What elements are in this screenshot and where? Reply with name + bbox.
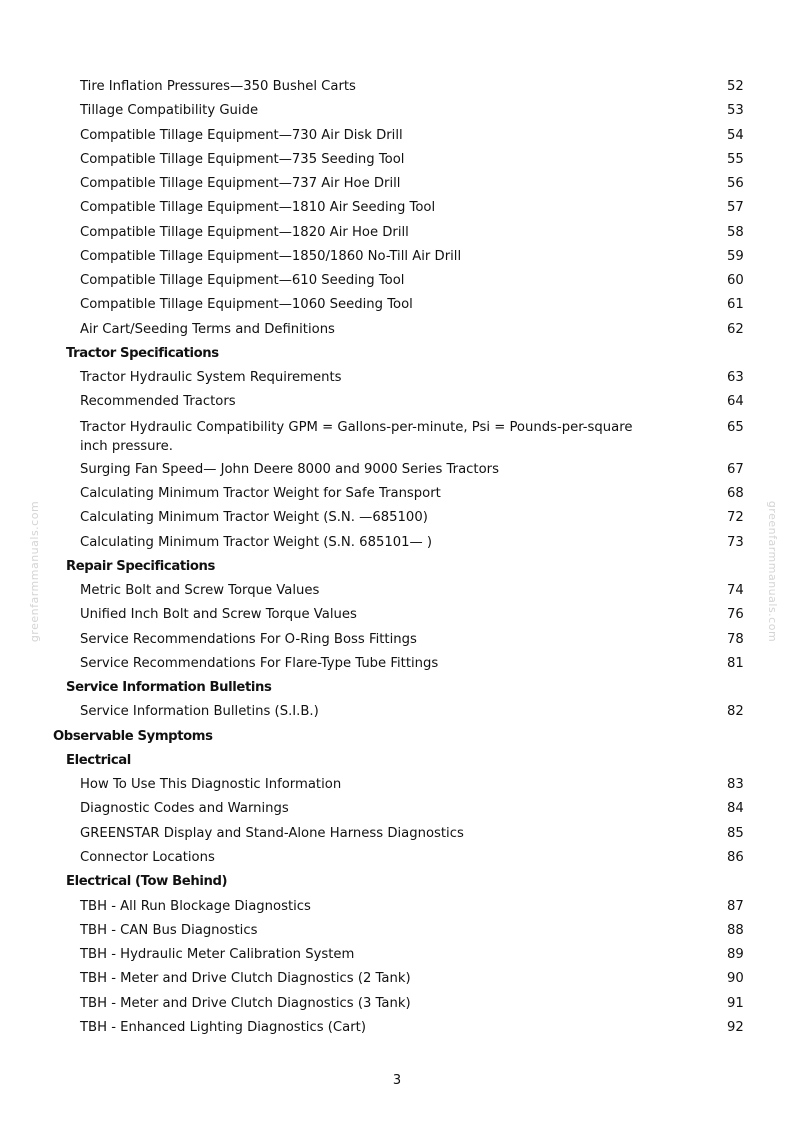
toc-entry[interactable] <box>0 628 794 652</box>
toc-section-heading[interactable] <box>0 342 794 366</box>
toc-entry-page: 55 <box>727 151 744 167</box>
toc-entry[interactable] <box>0 943 794 967</box>
toc-entry-title: Compatible Tillage Equipment—737 Air Hoe Drill <box>80 176 401 192</box>
toc-entry-page: 68 <box>727 485 744 501</box>
toc-section-heading[interactable] <box>0 870 794 894</box>
toc-entry-title: Calculating Minimum Tractor Weight (S.N. —685100) <box>80 510 428 526</box>
toc-entry[interactable] <box>0 482 794 506</box>
toc-entry-title: Surging Fan Speed— John Deere 8000 and 9000 Series Tractors <box>80 461 499 477</box>
toc-entry-page: 56 <box>727 176 744 192</box>
toc-entry[interactable] <box>0 846 794 870</box>
toc-entry-title: Service Recommendations For Flare-Type Tube Fittings <box>80 655 439 671</box>
toc-entry-page: 62 <box>727 321 744 337</box>
table-of-contents <box>0 75 794 1040</box>
toc-entry-page: 65 <box>727 419 744 435</box>
watermark-right: greenfarmmanuals.com <box>766 500 780 643</box>
toc-entry-title: Compatible Tillage Equipment—735 Seeding Tool <box>80 151 405 167</box>
toc-entry-page: 82 <box>727 704 744 720</box>
toc-entry[interactable] <box>0 293 794 317</box>
toc-entry[interactable] <box>0 366 794 390</box>
toc-entry-page: 54 <box>727 127 744 143</box>
toc-entry[interactable] <box>0 172 794 196</box>
toc-entry[interactable] <box>0 1016 794 1040</box>
toc-entry[interactable] <box>0 773 794 797</box>
toc-entry[interactable] <box>0 603 794 627</box>
toc-entry-page: 67 <box>727 461 744 477</box>
toc-entry[interactable] <box>0 415 794 458</box>
toc-entry-title: Tractor Specifications <box>66 345 219 361</box>
toc-entry-page: 74 <box>727 583 744 599</box>
toc-entry-title: Calculating Minimum Tractor Weight for Safe Transport <box>80 485 441 501</box>
toc-entry-title: TBH - Enhanced Lighting Diagnostics (Cart) <box>80 1019 366 1035</box>
toc-entry[interactable] <box>0 579 794 603</box>
page-number: 3 <box>392 1073 402 1088</box>
toc-entry[interactable] <box>0 895 794 919</box>
toc-entry[interactable] <box>0 148 794 172</box>
toc-entry-page: 91 <box>727 995 744 1011</box>
toc-entry-title: Recommended Tractors <box>80 394 236 410</box>
toc-entry[interactable] <box>0 797 794 821</box>
toc-entry-page: 72 <box>727 510 744 526</box>
toc-entry-page: 63 <box>727 370 744 386</box>
toc-section-heading[interactable] <box>0 725 794 749</box>
toc-entry[interactable] <box>0 318 794 342</box>
toc-entry-title: Diagnostic Codes and Warnings <box>80 801 289 817</box>
toc-entry-title: Electrical (Tow Behind) <box>66 874 228 890</box>
toc-entry-page: 57 <box>727 200 744 216</box>
toc-entry-title: Service Information Bulletins <box>66 680 272 696</box>
toc-entry[interactable] <box>0 506 794 530</box>
toc-entry-title: Repair Specifications <box>66 558 215 574</box>
watermark-left: greenfarmmanuals.com <box>28 500 42 643</box>
toc-entry-title: Compatible Tillage Equipment—610 Seeding Tool <box>80 273 405 289</box>
toc-entry-title: GREENSTAR Display and Stand-Alone Harness Diagnostics <box>80 825 464 841</box>
toc-entry-title: Compatible Tillage Equipment—1060 Seeding Tool <box>80 297 413 313</box>
toc-entry-page: 85 <box>727 825 744 841</box>
toc-entry-page: 92 <box>727 1019 744 1035</box>
toc-entry-page: 87 <box>727 898 744 914</box>
toc-entry-page: 53 <box>727 103 744 119</box>
toc-entry[interactable] <box>0 245 794 269</box>
toc-entry-title: Tillage Compatibility Guide <box>80 103 259 119</box>
toc-entry[interactable] <box>0 652 794 676</box>
toc-entry-title: Tire Inflation Pressures—350 Bushel Carts <box>80 79 356 94</box>
toc-entry-title: Metric Bolt and Screw Torque Values <box>80 583 320 599</box>
toc-entry[interactable] <box>0 390 794 414</box>
toc-section-heading[interactable] <box>0 676 794 700</box>
toc-entry-title: Observable Symptoms <box>53 728 213 744</box>
toc-entry[interactable] <box>0 700 794 724</box>
toc-entry-title: TBH - Meter and Drive Clutch Diagnostics (3 Tank) <box>80 995 411 1011</box>
toc-entry-page: 78 <box>727 631 744 647</box>
toc-section-heading[interactable] <box>0 555 794 579</box>
toc-entry-title: TBH - Meter and Drive Clutch Diagnostics (2 Tank) <box>80 971 411 987</box>
toc-entry-title: Compatible Tillage Equipment—1850/1860 No-Till Air Drill <box>80 248 462 264</box>
toc-entry-title: Air Cart/Seeding Terms and Definitions <box>80 321 335 337</box>
toc-entry-page: 52 <box>727 79 744 94</box>
toc-entry[interactable] <box>0 992 794 1016</box>
toc-entry-title: Compatible Tillage Equipment—1810 Air Seeding Tool <box>80 200 436 216</box>
toc-entry-page: 81 <box>727 655 744 671</box>
toc-entry-page: 89 <box>727 947 744 963</box>
toc-entry[interactable] <box>0 531 794 555</box>
toc-entry-page: 76 <box>727 607 744 623</box>
toc-entry[interactable] <box>0 124 794 148</box>
toc-entry-title: TBH - All Run Blockage Diagnostics <box>80 898 311 914</box>
toc-entry-page: 73 <box>727 534 744 550</box>
toc-entry-title: Connector Locations <box>80 849 215 865</box>
toc-section-heading[interactable] <box>0 749 794 773</box>
toc-entry-title: Service Information Bulletins (S.I.B.) <box>80 704 319 720</box>
toc-entry-page: 83 <box>727 777 744 793</box>
toc-entry-title: TBH - CAN Bus Diagnostics <box>80 922 258 938</box>
toc-entry-page: 88 <box>727 922 744 938</box>
toc-entry-title: Unified Inch Bolt and Screw Torque Values <box>80 607 357 623</box>
toc-entry[interactable] <box>0 221 794 245</box>
toc-entry-page: 58 <box>727 224 744 240</box>
toc-entry[interactable] <box>0 99 794 123</box>
toc-entry-title: How To Use This Diagnostic Information <box>80 777 342 793</box>
toc-entry-page: 90 <box>727 971 744 987</box>
toc-entry-title: Service Recommendations For O-Ring Boss Fittings <box>80 631 417 647</box>
toc-entry[interactable] <box>0 75 794 99</box>
toc-entry[interactable] <box>0 919 794 943</box>
toc-entry-page: 60 <box>727 273 744 289</box>
toc-entry-title: TBH - Hydraulic Meter Calibration System <box>80 947 355 963</box>
toc-entry[interactable] <box>0 967 794 991</box>
toc-entry[interactable] <box>0 458 794 482</box>
toc-entry-page: 86 <box>727 849 744 865</box>
toc-entry-page: 84 <box>727 801 744 817</box>
toc-entry-page: 61 <box>727 297 744 313</box>
toc-entry-page: 59 <box>727 248 744 264</box>
toc-entry-page: 64 <box>727 394 744 410</box>
toc-entry[interactable] <box>0 822 794 846</box>
toc-entry-title: Electrical <box>66 752 131 768</box>
toc-entry-title: Tractor Hydraulic System Requirements <box>80 370 342 386</box>
toc-entry-title: Compatible Tillage Equipment—1820 Air Hoe Drill <box>80 224 409 240</box>
toc-entry[interactable] <box>0 269 794 293</box>
toc-entry-title: Compatible Tillage Equipment—730 Air Disk Drill <box>80 127 403 143</box>
toc-entry-title: Calculating Minimum Tractor Weight (S.N. 685101— ) <box>80 534 433 550</box>
toc-entry[interactable] <box>0 196 794 220</box>
toc-entry-title: Tractor Hydraulic Compatibility GPM = Gallons-per-minute, Psi = Pounds-per-square inch pressure. <box>80 419 633 454</box>
